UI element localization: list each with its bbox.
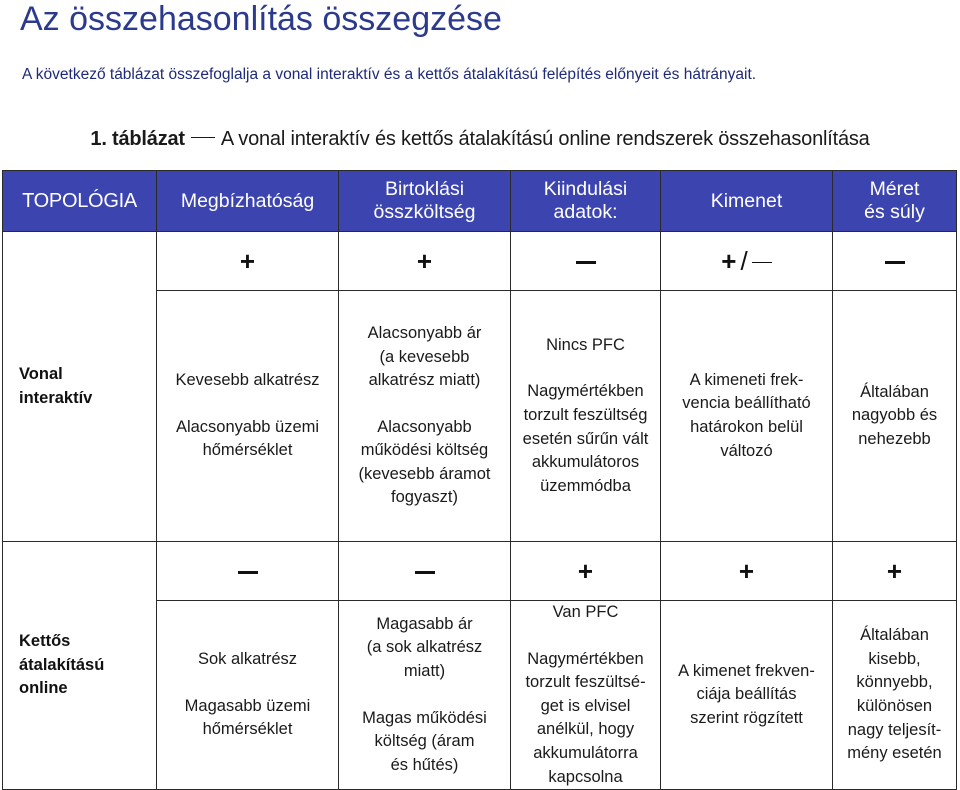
cell-line: működési költség <box>360 441 489 460</box>
cell-line: Alacsonyabb üzemi <box>175 417 320 436</box>
cell-line: szerint rögzített <box>690 708 803 727</box>
intro-text: A következő táblázat összefoglalja a vonal interaktív és a kettős átalakítású felépítés előnyeit és hátrányait. <box>22 66 757 83</box>
cell-line: üzemmódba <box>540 476 631 495</box>
row-label-text: Vonal <box>19 364 63 383</box>
header-label: és súly <box>864 201 925 223</box>
header-label: Megbízhatóság <box>180 189 315 212</box>
cell-line: akkumulátoros <box>531 453 640 472</box>
data-cell <box>511 291 661 542</box>
sign-mark: + <box>239 245 256 276</box>
header-label: Méret <box>869 178 920 200</box>
cell-line: Alacsonyabb ár <box>367 323 482 342</box>
cell-line: kisebb, <box>868 649 921 668</box>
page-title: Az összehasonlítás összegzése <box>20 0 502 38</box>
sign-mark <box>721 246 771 276</box>
sign-mark <box>885 246 905 276</box>
minus-mark <box>885 261 905 264</box>
cell-line: Kevesebb alkatrész <box>175 371 320 390</box>
cell-line: Alacsonyabb <box>377 417 472 436</box>
cell-line: mény esetén <box>847 744 942 763</box>
cell-line: Általában <box>860 626 929 645</box>
slash-mark: / <box>740 245 748 276</box>
sign-mark <box>576 246 596 276</box>
sign-cell <box>661 542 833 601</box>
cell-line: esetén sűrűn vált <box>522 429 649 448</box>
header-topology: TOPOLÓGIA <box>3 171 157 232</box>
cell-line: Magasabb ár <box>376 614 473 633</box>
cell-line: Általában <box>860 382 929 401</box>
cell-line: Nincs PFC <box>546 335 625 354</box>
sign-cell <box>511 232 661 291</box>
cell-line: (a kevesebb <box>379 347 470 366</box>
cell-line: alkatrész miatt) <box>368 371 481 390</box>
sign-mark <box>415 556 435 586</box>
data-cell <box>833 601 957 790</box>
cell-line: hőmérséklet <box>202 441 293 460</box>
minus-mark <box>238 571 258 574</box>
cell-line: Nagymértékben <box>527 649 644 668</box>
sign-cell <box>833 232 957 291</box>
minus-mark <box>576 261 596 264</box>
cell-line <box>157 393 338 416</box>
header-label: adatok: <box>553 201 618 223</box>
row-label-text: átalakítású <box>19 655 105 674</box>
cell-line: vencia beállítható <box>682 394 811 413</box>
cell-line: A kimeneti frek- <box>689 370 804 389</box>
data-cell <box>339 601 511 790</box>
cell-line: Nagymértékben <box>527 382 644 401</box>
data-cell <box>511 601 661 790</box>
cell-line: Magasabb üzemi <box>184 696 311 715</box>
plus-mark: + <box>721 245 737 276</box>
cell-line: anélkül, hogy <box>536 720 635 739</box>
cell-line: torzult feszültsé- <box>525 673 646 692</box>
data-cell <box>157 291 339 542</box>
sign-mark: + <box>577 555 594 586</box>
header-label: Kiindulási <box>543 178 628 200</box>
row-label <box>3 232 157 542</box>
cell-line: Sok alkatrész <box>197 650 298 669</box>
sign-mark: + <box>738 555 755 586</box>
cell-line: akkumulátorra <box>533 743 638 762</box>
header-row <box>3 171 957 232</box>
header-col <box>511 171 661 232</box>
header-label: összköltség <box>373 201 476 223</box>
cell-line: (a sok alkatrész <box>366 638 483 657</box>
sign-cell <box>661 232 833 291</box>
header-col <box>339 171 511 232</box>
cell-line: és hűtés) <box>390 755 459 774</box>
cell-line <box>157 672 338 695</box>
cell-line <box>339 684 510 707</box>
header-col <box>157 171 339 232</box>
data-cell <box>157 601 339 790</box>
cell-line: határokon belül <box>690 418 803 436</box>
header-col <box>661 171 833 232</box>
row-label-text: Kettős <box>19 632 71 651</box>
row-label <box>3 542 157 790</box>
cell-line: (kevesebb áramot <box>358 464 491 483</box>
cell-line: kapcsolna <box>548 767 623 786</box>
cell-line: Magas működési <box>362 708 487 727</box>
signs-row <box>3 542 957 601</box>
cell-line <box>511 625 660 648</box>
cell-line <box>511 357 660 380</box>
caption-text: A vonal interaktív és kettős átalakítású online rendszerek összehasonlítása <box>220 128 870 150</box>
header-label: Kimenet <box>710 189 783 212</box>
cell-line: nagyobb és <box>851 406 938 425</box>
cell-line: nehezebb <box>858 429 931 448</box>
cell-line: könnyebb, <box>856 673 933 692</box>
cell-line: Van PFC <box>552 603 619 621</box>
comparison-table <box>2 170 957 790</box>
cell-line: fogyaszt) <box>391 488 458 507</box>
data-cell <box>833 291 957 542</box>
cell-line: költség (áram <box>374 732 475 751</box>
header-col <box>833 171 957 232</box>
sign-cell <box>157 542 339 601</box>
cell-line <box>339 393 510 416</box>
data-cell <box>339 291 511 542</box>
cell-line: nagy teljesít- <box>847 720 942 739</box>
cell-line: ciája beállítás <box>696 685 797 704</box>
minus-mark <box>415 571 435 574</box>
cell-line: torzult feszültség <box>523 405 648 424</box>
sign-cell <box>833 542 957 601</box>
cell-line: hőmérséklet <box>202 720 293 739</box>
cell-line: különösen <box>856 697 933 716</box>
sign-cell <box>511 542 661 601</box>
data-cell <box>661 601 833 790</box>
table-caption <box>0 128 960 151</box>
data-cell <box>661 291 833 542</box>
sign-cell <box>339 542 511 601</box>
sign-cell <box>339 232 511 291</box>
sign-mark <box>238 556 258 586</box>
sign-mark: + <box>416 245 433 276</box>
caption-dash <box>191 137 215 138</box>
sign-cell <box>157 232 339 291</box>
row-label-text: interaktív <box>19 388 93 407</box>
cell-line: A kimenet frekven- <box>678 661 815 680</box>
cell-line: miatt) <box>403 661 446 680</box>
signs-row <box>3 232 957 291</box>
cell-line: változó <box>720 441 773 460</box>
sign-mark: + <box>886 555 903 586</box>
minus-mark <box>752 262 772 263</box>
cell-line: get is elvisel <box>540 696 631 715</box>
header-label: Birtoklási <box>384 178 465 200</box>
caption-label: 1. táblázat <box>90 128 185 150</box>
row-label-text: online <box>19 679 68 698</box>
